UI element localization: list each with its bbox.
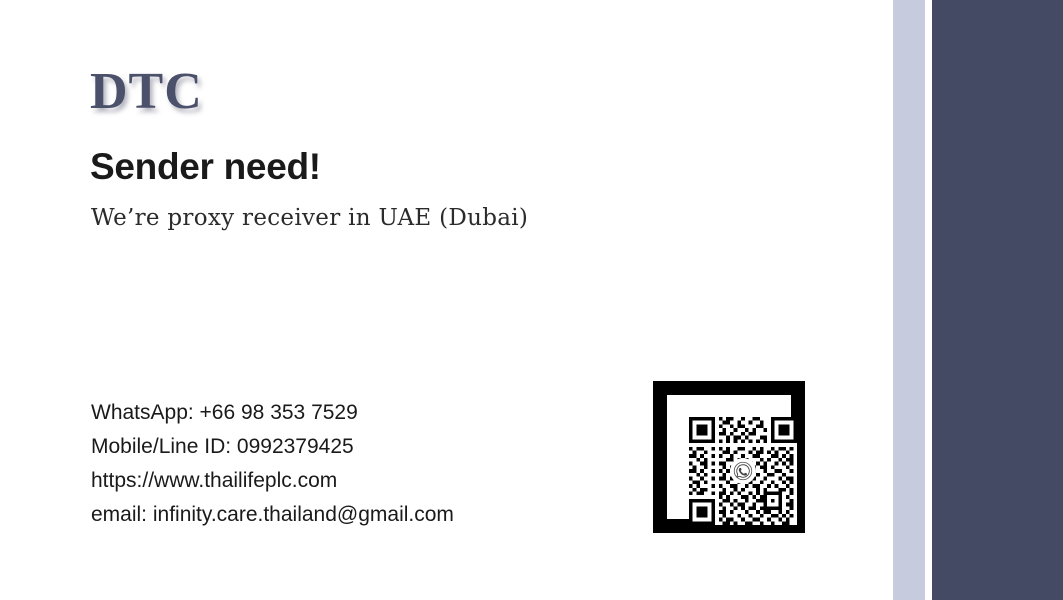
contact-email: email: infinity.care.thailand@gmail.com bbox=[91, 503, 454, 527]
contact-mobile-line: Mobile/Line ID: 0992379425 bbox=[91, 435, 354, 459]
page-subtitle: We’re proxy receiver in UAE (Dubai) bbox=[91, 205, 529, 231]
page-title: Sender need! bbox=[90, 146, 321, 187]
qr-code-quiet-zone bbox=[667, 395, 791, 519]
contact-whatsapp: WhatsApp: +66 98 353 7529 bbox=[91, 401, 358, 424]
whatsapp-icon bbox=[730, 458, 756, 484]
decorative-bar-dark bbox=[932, 0, 1063, 600]
qr-code bbox=[653, 381, 805, 533]
decorative-bar-light bbox=[893, 0, 925, 600]
contact-website: https://www.thailifeplc.com bbox=[91, 469, 338, 493]
company-logo: DTC bbox=[90, 63, 203, 120]
contact-block bbox=[91, 396, 454, 532]
